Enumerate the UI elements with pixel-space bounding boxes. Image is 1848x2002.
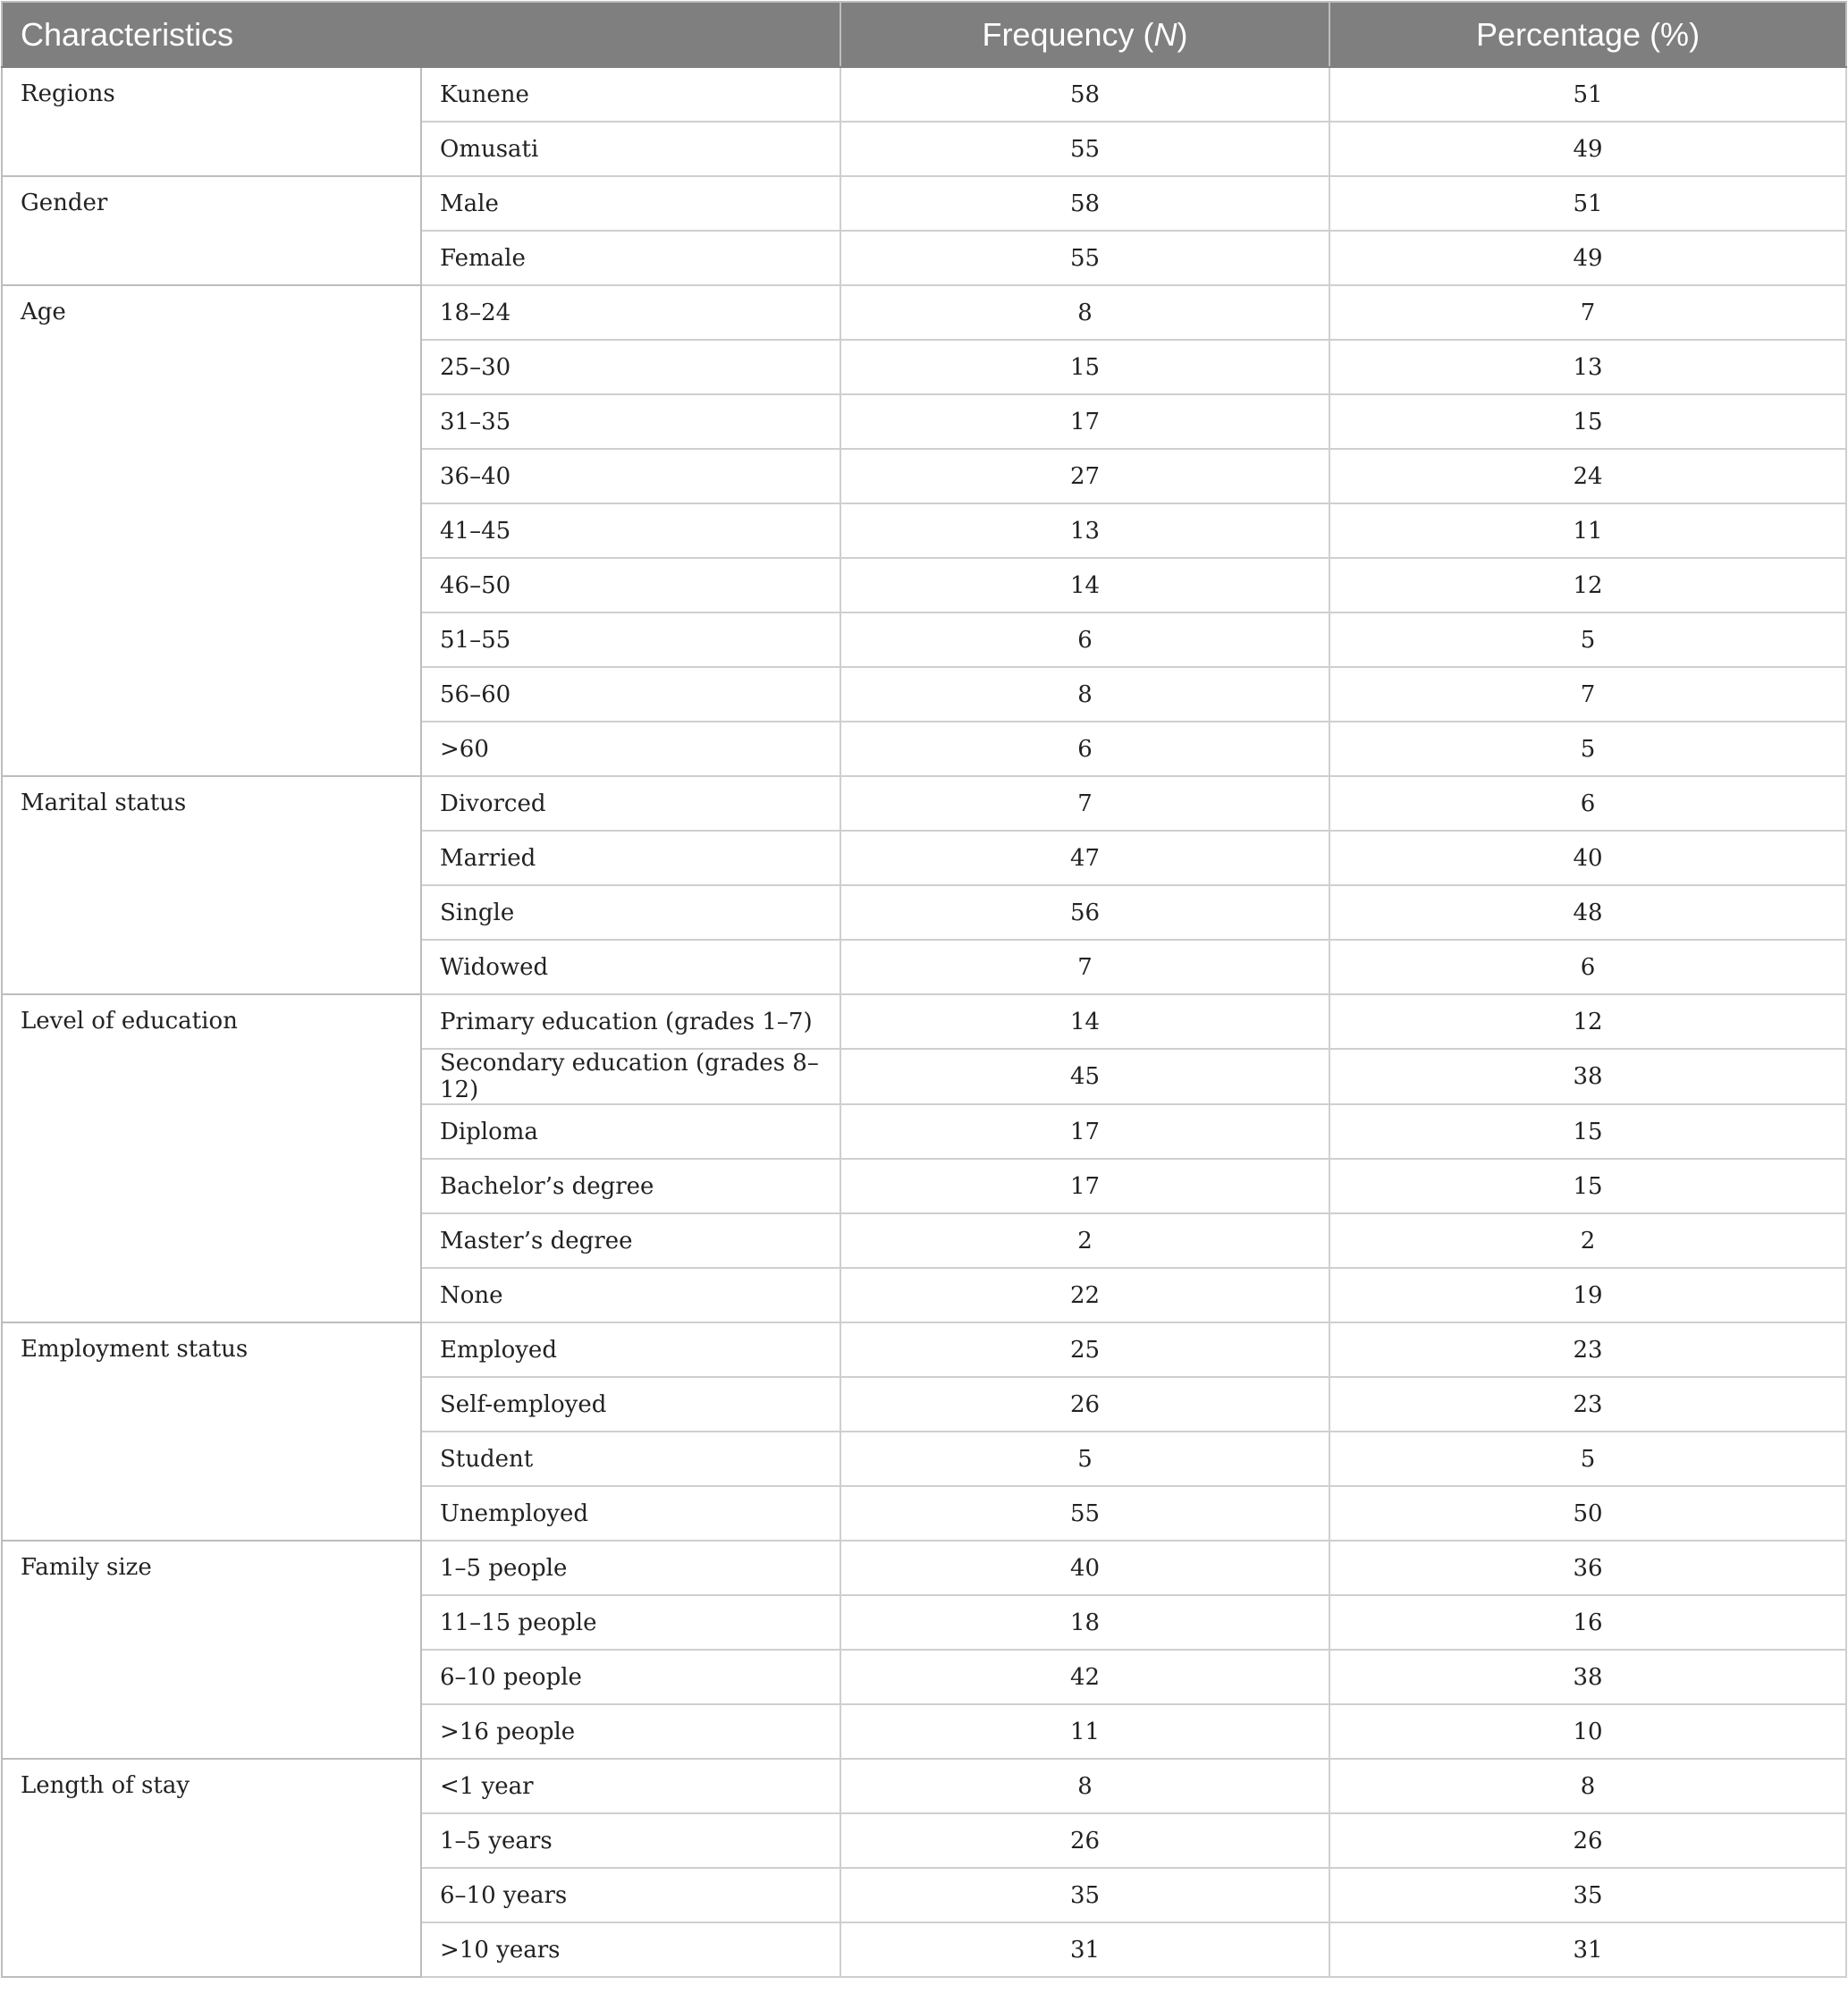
subcategory-cell: 1–5 years bbox=[421, 1813, 840, 1868]
subcategory-cell: Secondary education (grades 8–12) bbox=[421, 1049, 840, 1104]
frequency-cell: 26 bbox=[840, 1377, 1329, 1432]
header-characteristics: Characteristics bbox=[2, 2, 840, 67]
subcategory-cell: >10 years bbox=[421, 1922, 840, 1977]
percentage-cell: 51 bbox=[1329, 67, 1846, 122]
subcategory-cell: Kunene bbox=[421, 67, 840, 122]
percentage-cell: 2 bbox=[1329, 1213, 1846, 1268]
subcategory-cell: Primary education (grades 1–7) bbox=[421, 994, 840, 1049]
subcategory-cell: Student bbox=[421, 1432, 840, 1486]
percentage-cell: 8 bbox=[1329, 1759, 1846, 1813]
frequency-cell: 55 bbox=[840, 122, 1329, 176]
frequency-cell: 11 bbox=[840, 1704, 1329, 1759]
frequency-cell: 15 bbox=[840, 340, 1329, 394]
frequency-cell: 47 bbox=[840, 831, 1329, 885]
header-percentage: Percentage (%) bbox=[1329, 2, 1846, 67]
percentage-cell: 49 bbox=[1329, 122, 1846, 176]
subcategory-cell: 11–15 people bbox=[421, 1595, 840, 1650]
frequency-cell: 5 bbox=[840, 1432, 1329, 1486]
percentage-cell: 51 bbox=[1329, 176, 1846, 231]
frequency-cell: 17 bbox=[840, 394, 1329, 449]
percentage-cell: 38 bbox=[1329, 1049, 1846, 1104]
frequency-cell: 58 bbox=[840, 67, 1329, 122]
percentage-cell: 5 bbox=[1329, 612, 1846, 667]
subcategory-cell: Omusati bbox=[421, 122, 840, 176]
percentage-cell: 12 bbox=[1329, 558, 1846, 612]
header-frequency bbox=[840, 2, 1329, 67]
frequency-cell: 14 bbox=[840, 558, 1329, 612]
table-row bbox=[2, 1541, 1846, 1595]
frequency-cell: 58 bbox=[840, 176, 1329, 231]
subcategory-cell: 6–10 people bbox=[421, 1650, 840, 1704]
subcategory-cell: Diploma bbox=[421, 1104, 840, 1159]
subcategory-cell: 41–45 bbox=[421, 503, 840, 558]
frequency-cell: 14 bbox=[840, 994, 1329, 1049]
frequency-cell: 35 bbox=[840, 1868, 1329, 1922]
category-cell: Gender bbox=[2, 176, 421, 285]
subcategory-cell: Employed bbox=[421, 1322, 840, 1377]
demographics-table bbox=[1, 1, 1847, 1978]
frequency-cell: 13 bbox=[840, 503, 1329, 558]
percentage-cell: 15 bbox=[1329, 1104, 1846, 1159]
table-header bbox=[2, 2, 1846, 67]
frequency-cell: 45 bbox=[840, 1049, 1329, 1104]
frequency-cell: 8 bbox=[840, 285, 1329, 340]
percentage-cell: 40 bbox=[1329, 831, 1846, 885]
subcategory-cell: Self-employed bbox=[421, 1377, 840, 1432]
header-frequency-suffix: ) bbox=[1177, 15, 1188, 53]
subcategory-cell: 1–5 people bbox=[421, 1541, 840, 1595]
subcategory-cell: 56–60 bbox=[421, 667, 840, 722]
subcategory-cell: Widowed bbox=[421, 940, 840, 994]
subcategory-cell: >16 people bbox=[421, 1704, 840, 1759]
percentage-cell: 19 bbox=[1329, 1268, 1846, 1322]
table-row bbox=[2, 67, 1846, 122]
header-frequency-prefix: Frequency ( bbox=[982, 15, 1154, 53]
header-row bbox=[2, 2, 1846, 67]
category-cell: Regions bbox=[2, 67, 421, 176]
frequency-cell: 42 bbox=[840, 1650, 1329, 1704]
frequency-cell: 8 bbox=[840, 667, 1329, 722]
subcategory-cell: Divorced bbox=[421, 776, 840, 831]
percentage-cell: 7 bbox=[1329, 667, 1846, 722]
subcategory-cell: 51–55 bbox=[421, 612, 840, 667]
percentage-cell: 24 bbox=[1329, 449, 1846, 503]
frequency-cell: 6 bbox=[840, 722, 1329, 776]
category-cell: Age bbox=[2, 285, 421, 776]
percentage-cell: 36 bbox=[1329, 1541, 1846, 1595]
table-body bbox=[2, 67, 1846, 1977]
subcategory-cell: <1 year bbox=[421, 1759, 840, 1813]
frequency-cell: 25 bbox=[840, 1322, 1329, 1377]
percentage-cell: 38 bbox=[1329, 1650, 1846, 1704]
frequency-cell: 26 bbox=[840, 1813, 1329, 1868]
percentage-cell: 26 bbox=[1329, 1813, 1846, 1868]
subcategory-cell: Master’s degree bbox=[421, 1213, 840, 1268]
table-row bbox=[2, 776, 1846, 831]
frequency-cell: 55 bbox=[840, 1486, 1329, 1541]
percentage-cell: 5 bbox=[1329, 722, 1846, 776]
category-cell: Level of education bbox=[2, 994, 421, 1322]
percentage-cell: 15 bbox=[1329, 394, 1846, 449]
subcategory-cell: 6–10 years bbox=[421, 1868, 840, 1922]
percentage-cell: 49 bbox=[1329, 231, 1846, 285]
subcategory-cell: >60 bbox=[421, 722, 840, 776]
demographics-table-container bbox=[1, 1, 1845, 1978]
frequency-cell: 31 bbox=[840, 1922, 1329, 1977]
percentage-cell: 50 bbox=[1329, 1486, 1846, 1541]
subcategory-cell: None bbox=[421, 1268, 840, 1322]
table-row bbox=[2, 176, 1846, 231]
percentage-cell: 10 bbox=[1329, 1704, 1846, 1759]
subcategory-cell: Single bbox=[421, 885, 840, 940]
frequency-cell: 7 bbox=[840, 940, 1329, 994]
percentage-cell: 23 bbox=[1329, 1322, 1846, 1377]
percentage-cell: 12 bbox=[1329, 994, 1846, 1049]
subcategory-cell: 18–24 bbox=[421, 285, 840, 340]
subcategory-cell: Unemployed bbox=[421, 1486, 840, 1541]
subcategory-cell: 36–40 bbox=[421, 449, 840, 503]
subcategory-cell: 25–30 bbox=[421, 340, 840, 394]
header-frequency-symbol: N bbox=[1153, 15, 1177, 53]
percentage-cell: 6 bbox=[1329, 940, 1846, 994]
frequency-cell: 7 bbox=[840, 776, 1329, 831]
percentage-cell: 13 bbox=[1329, 340, 1846, 394]
percentage-cell: 23 bbox=[1329, 1377, 1846, 1432]
category-cell: Length of stay bbox=[2, 1759, 421, 1977]
table-row bbox=[2, 285, 1846, 340]
frequency-cell: 2 bbox=[840, 1213, 1329, 1268]
subcategory-cell: Female bbox=[421, 231, 840, 285]
table-row bbox=[2, 994, 1846, 1049]
table-row bbox=[2, 1759, 1846, 1813]
category-cell: Family size bbox=[2, 1541, 421, 1759]
frequency-cell: 6 bbox=[840, 612, 1329, 667]
percentage-cell: 48 bbox=[1329, 885, 1846, 940]
frequency-cell: 22 bbox=[840, 1268, 1329, 1322]
subcategory-cell: 31–35 bbox=[421, 394, 840, 449]
percentage-cell: 16 bbox=[1329, 1595, 1846, 1650]
percentage-cell: 31 bbox=[1329, 1922, 1846, 1977]
frequency-cell: 18 bbox=[840, 1595, 1329, 1650]
table-row bbox=[2, 1322, 1846, 1377]
frequency-cell: 56 bbox=[840, 885, 1329, 940]
subcategory-cell: 46–50 bbox=[421, 558, 840, 612]
subcategory-cell: Married bbox=[421, 831, 840, 885]
category-cell: Employment status bbox=[2, 1322, 421, 1541]
subcategory-cell: Male bbox=[421, 176, 840, 231]
percentage-cell: 11 bbox=[1329, 503, 1846, 558]
frequency-cell: 17 bbox=[840, 1159, 1329, 1213]
frequency-cell: 55 bbox=[840, 231, 1329, 285]
percentage-cell: 15 bbox=[1329, 1159, 1846, 1213]
percentage-cell: 7 bbox=[1329, 285, 1846, 340]
percentage-cell: 6 bbox=[1329, 776, 1846, 831]
frequency-cell: 40 bbox=[840, 1541, 1329, 1595]
frequency-cell: 17 bbox=[840, 1104, 1329, 1159]
frequency-cell: 27 bbox=[840, 449, 1329, 503]
category-cell: Marital status bbox=[2, 776, 421, 994]
percentage-cell: 5 bbox=[1329, 1432, 1846, 1486]
frequency-cell: 8 bbox=[840, 1759, 1329, 1813]
percentage-cell: 35 bbox=[1329, 1868, 1846, 1922]
subcategory-cell: Bachelor’s degree bbox=[421, 1159, 840, 1213]
